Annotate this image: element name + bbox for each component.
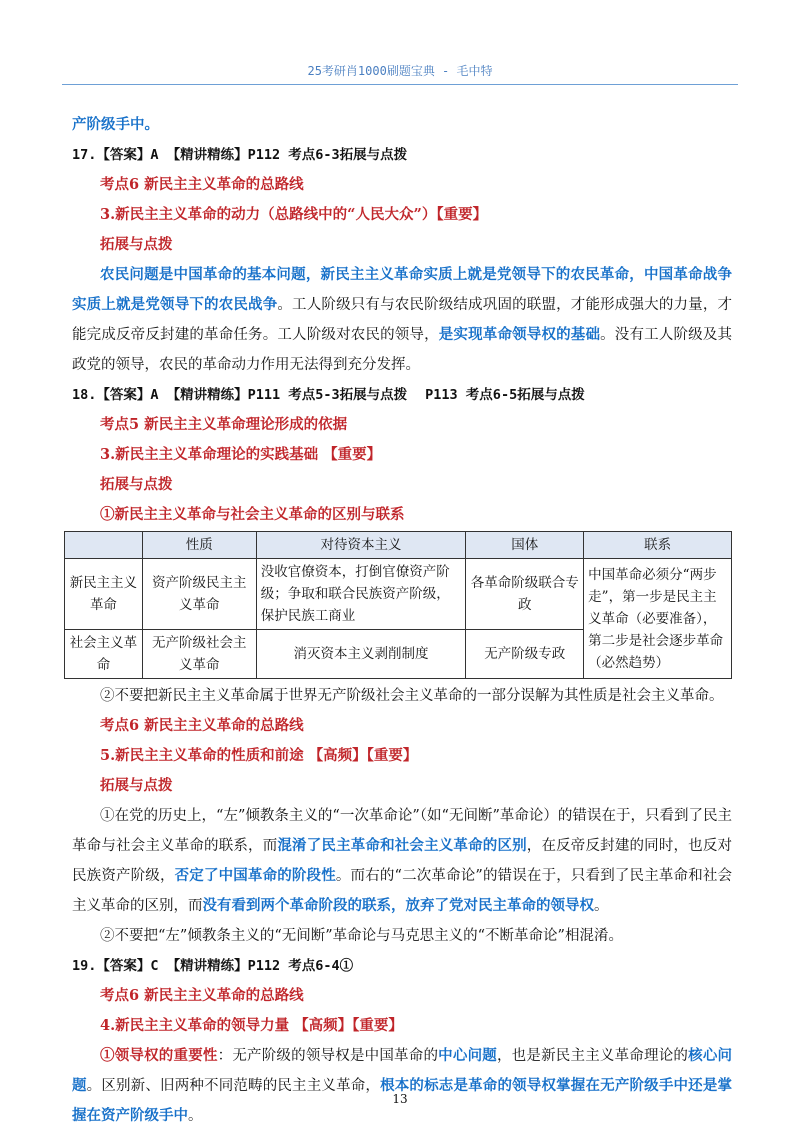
header-rule xyxy=(62,84,738,85)
body-text: ：无产阶级的领导权是中国革命的 xyxy=(217,1048,439,1064)
table-caption: ①新民主主义革命与社会主义革命的区别与联系 xyxy=(100,506,405,523)
emphasis-text: 核心问题 xyxy=(72,1047,733,1094)
page-header: 25考研肖1000刷题宝典 - 毛中特 xyxy=(307,64,493,78)
body-text: 。 xyxy=(188,1108,203,1124)
body-text: 。区别新、旧两种不同范畴的民主主义革命， xyxy=(86,1078,381,1094)
page-number: 13 xyxy=(392,1092,408,1106)
table-cell: 无产阶级专政 xyxy=(466,630,584,679)
table-cell: 新民主主义革命 xyxy=(65,559,143,630)
table-cell: 没收官僚资本，打倒官僚资产阶级；争取和联合民族资产阶级，保护民族工商业 xyxy=(256,559,466,630)
emphasis-text: 农民问题是中国革命的基本问题，新民主主义革命实质上就是党领导下的农民革命，中国革命战争实质上就是党领导下的农民战争 xyxy=(72,266,732,313)
table-cell: 社会主义革命 xyxy=(65,630,143,679)
body-text: 。 xyxy=(594,898,609,914)
extension-heading: 拓展与点拨 xyxy=(100,777,173,794)
answer-text: 18.【答案】A 【精讲精练】P111 考点5-3拓展与点拨 xyxy=(72,387,408,403)
text-line: 产阶级手中。 xyxy=(72,116,159,133)
table-row xyxy=(65,559,732,630)
answer-line-17: 17.【答案】A 【精讲精练】P112 考点6-3拓展与点拨 xyxy=(72,147,408,163)
body-text: 。没有工人阶级及其政党的领导，农民的革命动力作用无法得到充分发挥。 xyxy=(72,327,733,373)
paragraph-left-error xyxy=(72,801,732,921)
emphasis-text: 混淆了民主革命和社会主义革命的区别 xyxy=(277,837,527,854)
body-text: ，也是新民主主义革命理论的 xyxy=(496,1048,689,1064)
emphasis-text: ①领导权的重要性 xyxy=(100,1047,218,1064)
sub-heading: 5.新民主主义革命的性质和前途 【高频】【重要】 xyxy=(100,747,418,764)
kaodian-heading: 考点6 新民主主义革命的总路线 xyxy=(100,176,304,193)
sub-heading: 3.新民主主义革命理论的实践基础 【重要】 xyxy=(100,446,382,463)
kaodian-heading: 考点6 新民主主义革命的总路线 xyxy=(100,987,304,1004)
table-header-cell: 国体 xyxy=(466,532,584,559)
paragraph-peasant xyxy=(72,260,732,380)
body-text: ，在反帝反封建的同时，也反对民族资产阶级， xyxy=(72,838,733,884)
extension-heading: 拓展与点拨 xyxy=(100,476,173,493)
table-header-row xyxy=(65,532,732,559)
answer-line-19: 19.【答案】C 【精讲精练】P112 考点6-4① xyxy=(72,958,354,974)
table-cell: 各革命阶级联合专政 xyxy=(466,559,584,630)
note-line: ②不要把“左”倾教条主义的“无间断”革命论与马克思主义的“不断革命论”相混淆。 xyxy=(100,928,623,944)
table-header-cell: 对待资本主义 xyxy=(256,532,466,559)
answer-line-18 xyxy=(72,380,732,410)
kaodian-heading: 考点6 新民主主义革命的总路线 xyxy=(100,717,304,734)
emphasis-text: 否定了中国革命的阶段性 xyxy=(174,867,336,884)
emphasis-text: 根本的标志是革命的领导权掌握在无产阶级手中还是掌握在资产阶级手中 xyxy=(72,1077,733,1124)
body-text: 。而右的“二次革命论”的错误在于，只看到了民主革命和社会主义革命的区别，而 xyxy=(72,868,733,914)
table-header-cell: 性质 xyxy=(142,532,256,559)
paragraph-leadership xyxy=(72,1041,732,1131)
kaodian-heading: 考点5 新民主主义革命理论形成的依据 xyxy=(100,416,348,433)
comparison-table xyxy=(64,531,732,679)
sub-heading: 3.新民主主义革命的动力（总路线中的“人民大众”）【重要】 xyxy=(100,206,488,223)
table-header-cell: 联系 xyxy=(584,532,732,559)
answer-text: P113 考点6-5拓展与点拨 xyxy=(425,387,585,403)
emphasis-text: 中心问题 xyxy=(438,1047,497,1064)
table-cell-relation: 中国革命必须分“两步走”，第一步是民主主义革命（必要准备），第二步是社会逐步革命（必然趋势） xyxy=(584,559,732,679)
extension-heading: 拓展与点拨 xyxy=(100,236,173,253)
body-text: ①在党的历史上，“左”倾教条主义的“一次革命论”（如“无间断”革命论）的错误在于，只看到了民主革命与社会主义革命的联系，而 xyxy=(72,808,732,854)
emphasis-text: 是实现革命领导权的基础 xyxy=(438,326,601,343)
emphasis-text: 没有看到两个革命阶段的联系，放弃了党对民主革命的领导权 xyxy=(202,897,594,914)
note-line: ②不要把新民主主义革命属于世界无产阶级社会主义革命的一部分误解为其性质是社会主义革命。 xyxy=(100,688,724,704)
table-cell: 消灭资本主义剥削制度 xyxy=(256,630,466,679)
table-cell: 资产阶级民主主义革命 xyxy=(142,559,256,630)
table-header-cell xyxy=(65,532,143,559)
page-content xyxy=(69,110,733,1131)
table-cell: 无产阶级社会主义革命 xyxy=(142,630,256,679)
body-text: 。工人阶级只有与农民阶级结成巩固的联盟，才能形成强大的力量，才能完成反帝反封建的革命任务。工人阶级对农民的领导， xyxy=(72,297,733,343)
sub-heading: 4.新民主主义革命的领导力量 【高频】【重要】 xyxy=(100,1017,403,1034)
